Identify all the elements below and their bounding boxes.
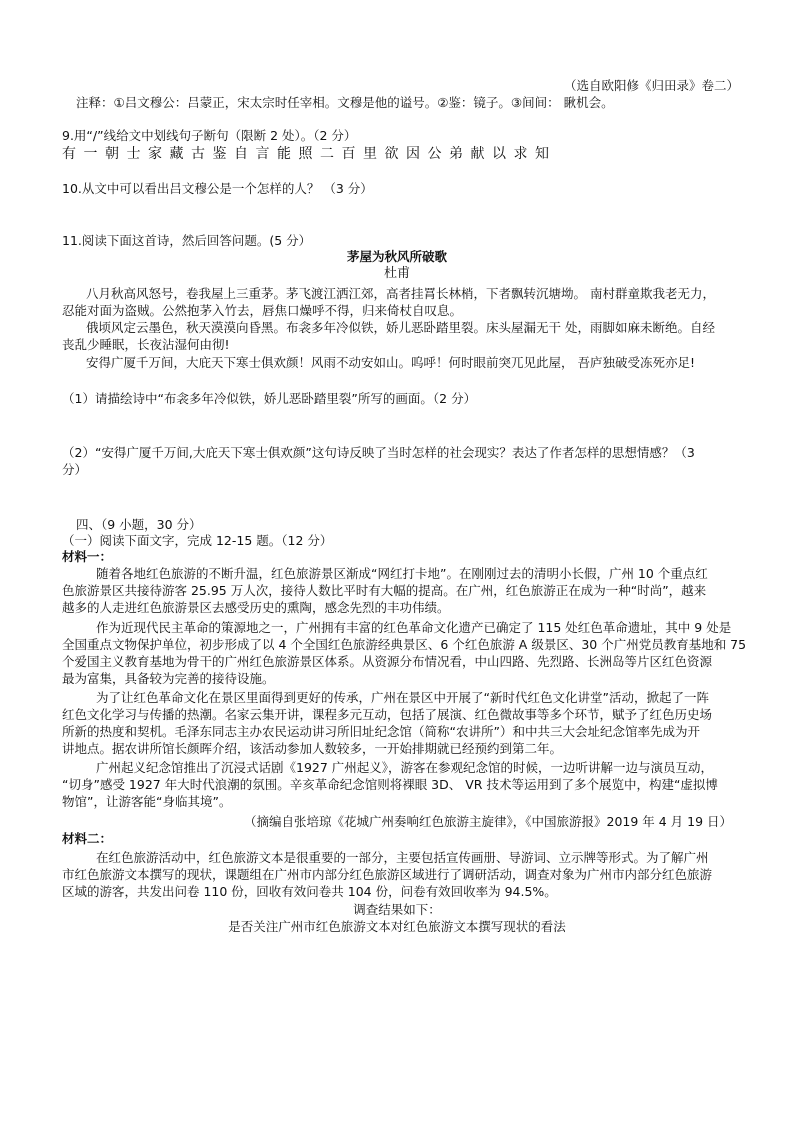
material-1-line: 广州起义纪念馆推出了沉浸式话剧《1927 广州起义》，游客在参观纪念馆的时候，一边听讲解一边与演员互动，	[96, 760, 714, 775]
material-1-line: “切身”感受 1927 年大时代浪潮的氛围。辛亥革命纪念馆则将裸眼 3D、 VR 技术等运用到了多个展览中，构建“虚拟博	[62, 777, 718, 792]
question-11-sub1: （1）请描绘诗中“布衾多年冷似铁，娇儿恶卧踏里裂”所写的画面。（2 分）	[62, 391, 477, 406]
poem-title: 茅屋为秋风所破歌	[346, 249, 447, 264]
material-1-label: 材料一：	[62, 549, 113, 564]
material-1-line: 物馆”，让游客能“身临其境”。	[62, 794, 232, 809]
material-1-line: 讲地点。据农讲所馆长颜晖介绍，该活动参加人数较多，一开始排期就已经预约到第二年。	[62, 741, 563, 756]
question-9-sentence: 有一朝士家藏古鉴自言能照二百里欲因公弟献以求知	[62, 146, 557, 162]
material-1-line: 所新的热度和契机。毛泽东同志主办农民运动讲习所旧址纪念馆（简称“农讲所”）和中共三大会址纪念馆率先成为开	[62, 724, 700, 739]
material-2-label: 材料二：	[62, 831, 113, 846]
material-2-line: 市红色旅游文本撰写的现状，课题组在广州市内部分红色旅游区域进行了调研活动，调查对象为广州市内部分红色旅游	[62, 867, 713, 882]
question-10-prompt: 10.从文中可以看出吕文穆公是一个怎样的人？ （3 分）	[62, 181, 373, 196]
question-11-prompt: 11.阅读下面这首诗，然后回答问题。(5 分）	[62, 233, 312, 248]
material-2-line: 区域的游客，共发出问卷 110 份，回收有效问卷共 104 份，问卷有效回收率为 94.5%。	[62, 884, 557, 899]
poem-line: 丧乱少睡眠，长夜沾湿何由彻!	[62, 337, 230, 352]
material-1-line: 红色文化学习与传播的热潮。名家云集开讲，课程多元互动，包括了展演、红色微故事等多个环节，赋予了红色历史场	[62, 707, 713, 722]
material-1-line: 作为近现代民主革命的策源地之一，广州拥有丰富的红色革命文化遗产已确定了 115 处红色革命遗址，其中 9 处是	[96, 620, 732, 635]
material-1-line: 越多的人走进红色旅游景区去感受历史的熏陶，感念先烈的丰功伟绩。	[62, 600, 450, 615]
material-1-line: 色旅游景区共接待游客 25.95 万人次，接待人数比平时有大幅的提高。在广州，红色旅游正在成为一种“时尚”，越来	[62, 583, 707, 598]
question-9-prompt: 9.用“/”线给文中划线句子断句（限断 2 处）。（2 分）	[62, 128, 357, 143]
material-1-line: 个爱国主义教育基地为骨干的广州红色旅游景区体系。从资源分布情况看，中山四路、先烈路、长洲岛等片区红色资源	[62, 654, 713, 669]
poem-line: 八月秋高风怒号，卷我屋上三重茅。茅飞渡江洒江郊，高者挂罥长林梢，下者飘转沉塘坳。 南村群童欺我老无力，	[86, 286, 715, 301]
poem-line: 安得广厦千万间，大庇天下寒士俱欢颜！风雨不动安如山。呜呼！何时眼前突兀见此屋， 吾庐独破受冻死亦足!	[86, 355, 695, 370]
annotation-note: 注释：①吕文穆公：吕蒙正，宋太宗时任宰相。文穆是他的谥号。②鉴：镜子。③间间： 瞅机会。	[76, 95, 614, 110]
material-1-citation: （摘编自张培琼《花城广州奏响红色旅游主旋律》，《中国旅游报》2019 年 4 月 19 日）	[244, 814, 733, 829]
poem-line: 忍能对面为盗贼。公然抱茅入竹去，唇焦口燥呼不得，归来倚杖自叹息。	[62, 303, 463, 318]
poem-author: 杜甫	[383, 266, 410, 281]
material-1-line: 为了让红色革命文化在景区里面得到更好的传承，广州在景区中开展了“新时代红色文化讲堂”活动，掀起了一阵	[96, 690, 709, 705]
material-1-line: 最为富集，具备较为完善的接待设施。	[62, 671, 275, 686]
material-1-line: 全国重点文物保护单位，初步形成了以 4 个全国红色旅游经典景区、6 个红色旅游 A 级景区、30 个广州党员教育基地和 75	[62, 637, 747, 652]
survey-heading: 调查结果如下：	[353, 902, 441, 917]
chart-title: 是否关注广州市红色旅游文本对红色旅游文本撰写现状的看法	[228, 919, 566, 934]
poem-line: 俄顷风定云墨色，秋天漠漠向昏黑。布衾多年冷似铁，娇儿恶卧踏里裂。床头屋漏无干 处，雨脚如麻未断绝。自经	[86, 320, 715, 335]
source-citation: （选自欧阳修《归田录》卷二）	[564, 78, 740, 93]
section-heading: 四、（9 小题，30 分）	[76, 517, 202, 532]
section-subheading: （一）阅读下面文字，完成 12-15 题。（12 分）	[62, 533, 333, 548]
question-11-sub2: （2）“安得广厦千万间,大庇天下寒士俱欢颜”这句诗反映了当时怎样的社会现实？表达了作者怎样的思想情感？（3	[62, 445, 695, 460]
material-1-line: 随着各地红色旅游的不断升温，红色旅游景区渐成“网红打卡地”。在刚刚过去的清明小长假，广州 10 个重点红	[96, 566, 708, 581]
material-2-line: 在红色旅游活动中，红色旅游文本是很重要的一部分，主要包括宣传画册、导游词、立示牌等形式。为了解广州	[96, 850, 709, 865]
question-11-sub2-cont: 分）	[62, 462, 88, 477]
